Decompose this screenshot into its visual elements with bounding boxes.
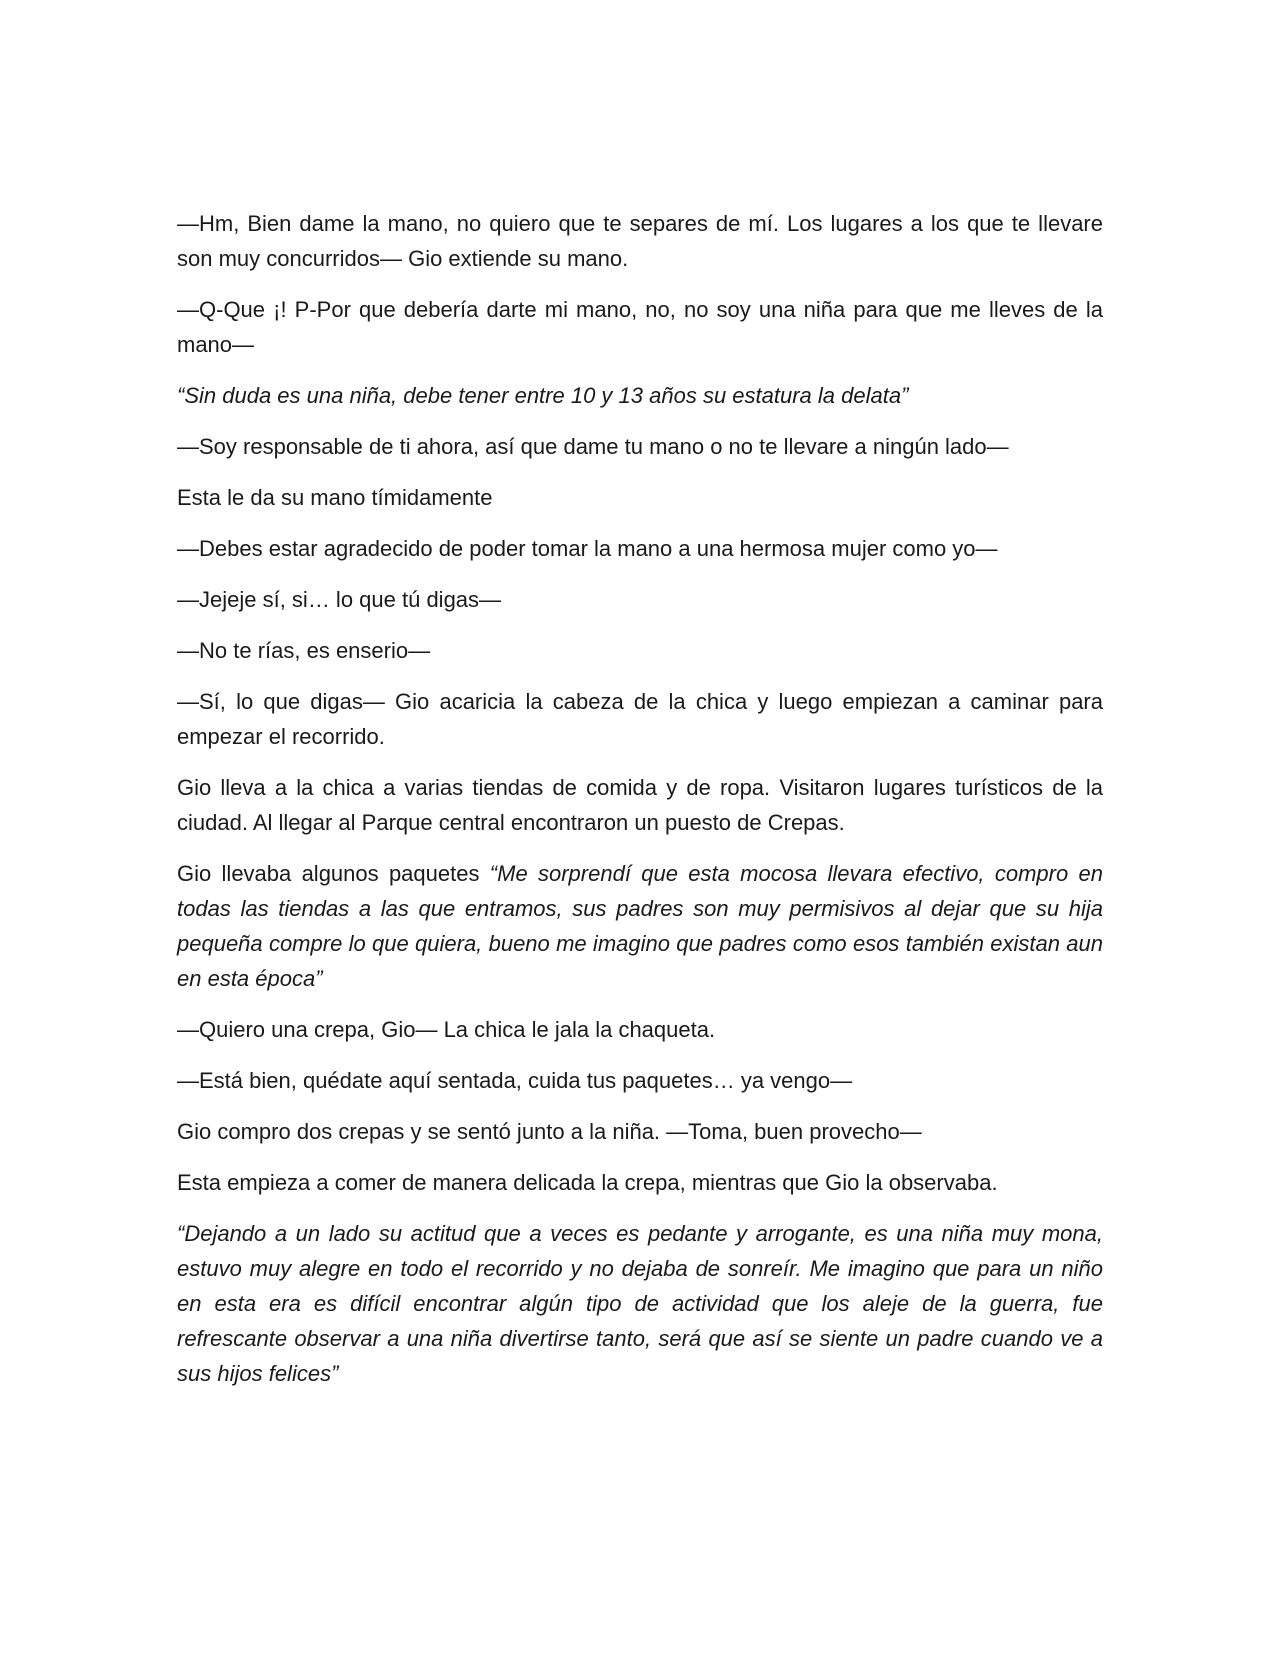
paragraph-14: [177, 1114, 1103, 1149]
paragraph-1: [177, 206, 1103, 276]
paragraph-9: [177, 684, 1103, 754]
paragraph-text: —Sí, lo que digas— Gio acaricia la cabeza de la chica y luego empiezan a caminar para empezar el recorrido.: [177, 689, 1103, 749]
paragraph-text: Gio lleva a la chica a varias tiendas de comida y de ropa. Visitaron lugares turísticos de la ciudad. Al llegar al Parque central encontraron un puesto de Crepas.: [177, 775, 1103, 835]
paragraph-15: [177, 1165, 1103, 1200]
paragraph-text: —No te rías, es enserio—: [177, 638, 431, 663]
paragraph-4: [177, 429, 1103, 464]
paragraph-text: “Sin duda es una niña, debe tener entre 10 y 13 años su estatura la delata”: [177, 383, 909, 408]
paragraph-text: Gio llevaba algunos paquetes: [177, 861, 490, 886]
thought-text: “Me sorprendí que esta mocosa llevara efectivo, compro en todas las tiendas a las que entramos, sus padres son muy permisivos al dejar que su hija pequeña compre lo que quiera, bueno me imagino que padres como esos también existan aun en esta época”: [177, 861, 1103, 991]
paragraph-11: [177, 856, 1103, 996]
paragraph-text: —Hm, Bien dame la mano, no quiero que te separes de mí. Los lugares a los que te llevare son muy concurridos— Gio extiende su mano.: [177, 211, 1103, 271]
paragraph-12: [177, 1012, 1103, 1047]
thought-paragraph-16: [177, 1216, 1103, 1391]
paragraph-10: [177, 770, 1103, 840]
paragraph-text: —Debes estar agradecido de poder tomar la mano a una hermosa mujer como yo—: [177, 536, 998, 561]
paragraph-text: Esta le da su mano tímidamente: [177, 485, 493, 510]
page-body: [177, 206, 1103, 1407]
paragraph-text: —Q-Que ¡! P-Por que debería darte mi mano, no, no soy una niña para que me lleves de la mano—: [177, 297, 1103, 357]
paragraph-5: [177, 480, 1103, 515]
paragraph-text: —Está bien, quédate aquí sentada, cuida tus paquetes… ya vengo—: [177, 1068, 853, 1093]
thought-paragraph-3: [177, 378, 1103, 413]
paragraph-8: [177, 633, 1103, 668]
paragraph-2: [177, 292, 1103, 362]
paragraph-13: [177, 1063, 1103, 1098]
paragraph-text: Gio compro dos crepas y se sentó junto a la niña. —Toma, buen provecho—: [177, 1119, 922, 1144]
paragraph-7: [177, 582, 1103, 617]
paragraph-text: —Soy responsable de ti ahora, así que dame tu mano o no te llevare a ningún lado—: [177, 434, 1009, 459]
paragraph-6: [177, 531, 1103, 566]
paragraph-text: —Quiero una crepa, Gio— La chica le jala la chaqueta.: [177, 1017, 716, 1042]
paragraph-text: —Jejeje sí, si… lo que tú digas—: [177, 587, 502, 612]
paragraph-text: “Dejando a un lado su actitud que a veces es pedante y arrogante, es una niña muy mona, estuvo muy alegre en todo el recorrido y no dejaba de sonreír. Me imagino que para un niño en esta era es difícil encontrar algún tipo de actividad que los aleje de la guerra, fue refrescante observar a una niña divertirse tanto, será que así se siente un padre cuando ve a sus hijos felices”: [177, 1221, 1103, 1386]
paragraph-text: Esta empieza a comer de manera delicada la crepa, mientras que Gio la observaba.: [177, 1170, 998, 1195]
